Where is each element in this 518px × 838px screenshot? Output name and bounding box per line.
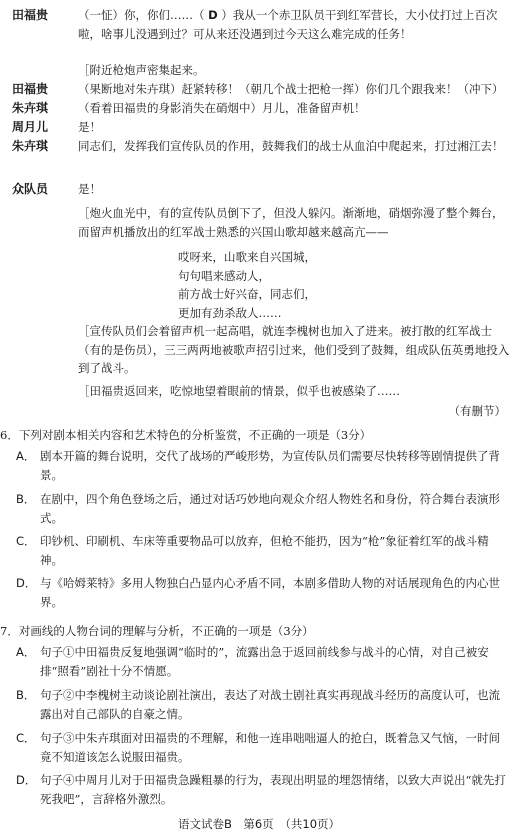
option-label: C．	[16, 731, 36, 745]
option-text: 印钞机、印刷机、车床等重要物品可以放弃，但枪不能扔，因为“枪”象征着红军的战斗精神。	[40, 534, 489, 567]
dialogue-text: 同志们，发挥我们宣传队员的作用，鼓舞我们的战士从血泊中爬起来，打过湘江去！	[78, 139, 504, 153]
option-label: A．	[16, 449, 36, 463]
song-line: 句句唱来感动人，	[178, 268, 270, 283]
dialogue-line	[12, 80, 510, 99]
option-label: D．	[16, 576, 37, 590]
speaker-name: 朱卉琪	[12, 139, 49, 153]
speaker-name: 田福贵	[12, 8, 49, 22]
option-label: B．	[16, 492, 36, 506]
dialogue-line	[12, 99, 510, 118]
dialogue-text: （一怔）你，你们……（ D ）我从一个赤卫队员干到红军营长，大小仗打过上百次啦，啥事儿没遇到过？可从来还没遇到过今天这么难完成的任务！	[78, 8, 498, 41]
dialogue-text: 是！	[78, 120, 101, 134]
option-label: C．	[16, 534, 36, 548]
stage-direction: ［宣传队员们会着留声机一起高唱，就连李槐树也加入了进来。被打散的红军战士（有的是伤员），三三两两地被歌声招引过来，他们受到了鼓舞，组成队伍英勇地投入到了战斗。	[78, 324, 510, 375]
option-c	[16, 532, 506, 569]
song-line: 前方战士好兴奋，同志们，	[178, 287, 316, 301]
dialogue-text: （果断地对朱卉琪）赶紧转移！（朝几个战士把枪一挥）你们几个跟我来！（冲下）	[78, 82, 504, 96]
song-line: 哎呀来，山歌来自兴国城，	[178, 250, 316, 264]
song-lyrics	[178, 248, 316, 322]
dialogue-line	[12, 137, 510, 156]
option-text: 与《哈姆莱特》多用人物独白凸显内心矛盾不同，本剧多借助人物的对话展现角色的内心世界。	[40, 576, 500, 609]
page-footer: 语文试卷B 第6页 （共10页）	[177, 817, 341, 831]
option-d	[16, 771, 506, 808]
stage-direction: ［田福贵返回来，吃惊地望着眼前的情景，似乎也被感染了……	[78, 384, 400, 398]
question-stem: 6．下列对剧本相关内容和艺术特色的分析鉴赏，不正确的一项是（3分）	[0, 428, 372, 442]
option-b	[16, 686, 506, 723]
abridged-note: （有删节）	[448, 404, 506, 418]
option-text: 剧本开篇的舞台说明，交代了战场的严峻形势，为宣传队员们需要尽快转移等剧情提供了背景。	[40, 449, 500, 482]
option-label: D．	[16, 773, 37, 787]
stage-direction: ［附近枪炮声密集起来。	[78, 63, 205, 77]
speaker-name: 周月儿	[12, 120, 49, 134]
option-d	[16, 574, 506, 611]
dialogue-line	[12, 118, 510, 137]
option-text: 在剧中，四个角色登场之后，通过对话巧妙地向观众介绍人物姓名和身份，符合舞台表演形式。	[40, 492, 500, 525]
option-text: 句子③中朱卉琪面对田福贵的不理解，和他一连串咄咄逼人的抢白，既着急又气恼，一时间竟不知道该怎么说服田福贵。	[40, 731, 500, 764]
option-c	[16, 729, 506, 766]
option-text: 句子④中周月儿对于田福贵急躁粗暴的行为，表现出明显的埋怨情绪，以致大声说出“就先打死我吧”，言辞格外激烈。	[40, 773, 506, 806]
question-stem: 7．对画线的人物台词的理解与分析，不正确的一项是（3分）	[0, 624, 314, 638]
option-label: A．	[16, 645, 36, 659]
answer-blank: D	[208, 8, 218, 22]
dialogue-text: （看着田福贵的身影消失在硝烟中）月儿，准备留声机！	[78, 101, 366, 115]
option-text: 句子②中李槐树主动谈论剧社演出，表达了对战士剧社真实再现战斗经历的高度认可，也流露出对自己部队的自豪之情。	[40, 688, 500, 721]
speaker-name: 田福贵	[12, 82, 49, 96]
option-a	[16, 643, 506, 680]
dialogue-text: 是！	[78, 182, 101, 196]
speaker-name: 众队员	[12, 182, 49, 196]
dialogue-line	[12, 180, 510, 199]
option-text: 句子①中田福贵反复地强调“临时的”，流露出急于返回前线参与战斗的心情，对自己被安排“照看”剧社十分不情愿。	[40, 645, 489, 678]
option-a	[16, 447, 506, 484]
stage-direction: ［炮火血光中，有的宣传队员倒下了，但没人躲闪。渐渐地，硝烟弥漫了整个舞台，而留声机播放出的红军战士熟悉的兴国山歌却越来越高亢——	[78, 206, 504, 239]
option-b	[16, 490, 506, 527]
option-label: B．	[16, 688, 36, 702]
dialogue-line	[12, 6, 510, 43]
speaker-name: 朱卉琪	[12, 101, 49, 115]
song-line: 更加有劲杀敌人……	[178, 305, 282, 320]
